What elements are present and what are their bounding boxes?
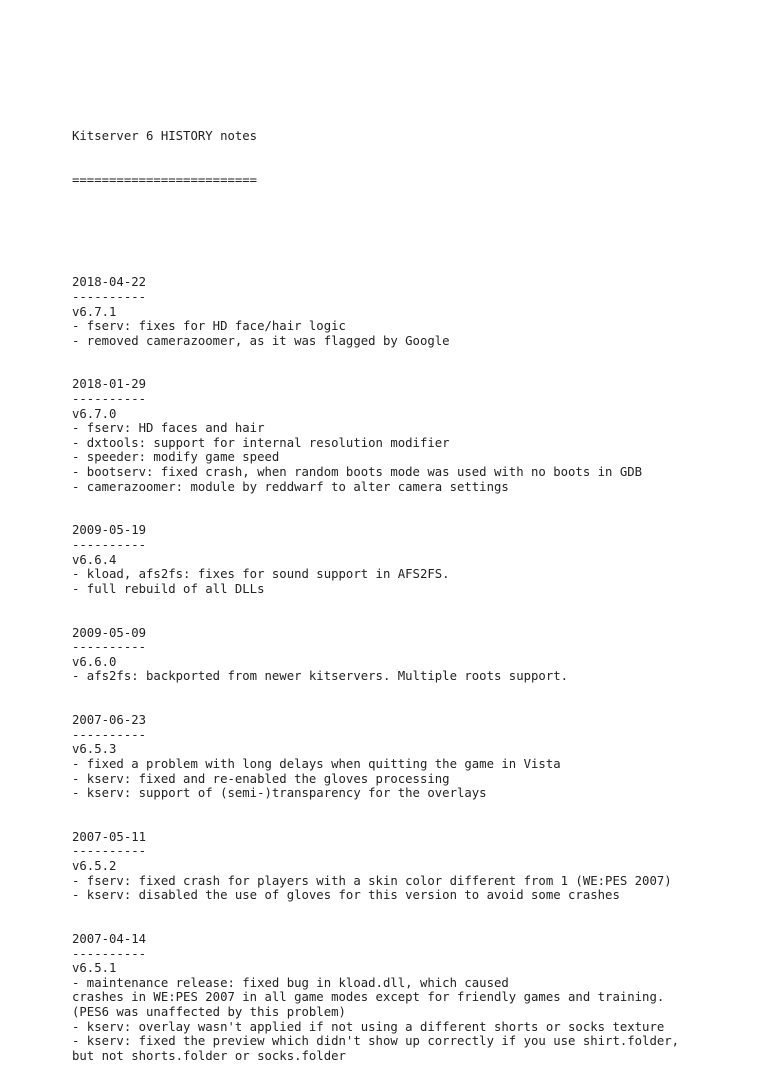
entry-version: v6.5.1	[72, 961, 117, 976]
entry-date: 2007-04-14	[72, 932, 147, 947]
title-block	[72, 100, 752, 217]
entry-separator: ----------	[72, 946, 147, 961]
change-line: - fixed a problem with long delays when quitting the game in Vista	[72, 756, 561, 771]
entry-version: v6.7.1	[72, 304, 117, 319]
history-document	[72, 71, 752, 1078]
history-entry	[72, 932, 752, 1063]
change-line: - kserv: fixed the preview which didn't show up correctly if you use shirt.folder,	[72, 1034, 680, 1049]
entry-version: v6.7.0	[72, 406, 117, 421]
change-line: - speeder: modify game speed	[72, 450, 280, 465]
change-line: - full rebuild of all DLLs	[72, 581, 265, 596]
entry-separator: ----------	[72, 727, 147, 742]
entry-version: v6.6.0	[72, 654, 117, 669]
change-line: - dxtools: support for internal resolution modifier	[72, 435, 450, 450]
history-entry	[72, 713, 752, 801]
entry-version: v6.5.2	[72, 859, 117, 874]
change-line: - kserv: overlay wasn't applied if not using a different shorts or socks texture	[72, 1019, 665, 1034]
history-entry	[72, 275, 752, 348]
change-line: - kload, afs2fs: fixes for sound support in AFS2FS.	[72, 567, 450, 582]
title-underline: =========================	[72, 173, 258, 188]
change-line: - removed camerazoomer, as it was flagged by Google	[72, 333, 450, 348]
change-line: but not shorts.folder or socks.folder	[72, 1048, 346, 1063]
entry-separator: ----------	[72, 392, 147, 407]
entry-date: 2009-05-09	[72, 625, 147, 640]
change-line: - kserv: disabled the use of gloves for this version to avoid some crashes	[72, 888, 620, 903]
entry-separator: ----------	[72, 538, 147, 552]
entry-date: 2007-06-23	[72, 713, 147, 728]
change-line: - fserv: HD faces and hair	[72, 421, 265, 436]
change-line: - afs2fs: backported from newer kitservers. Multiple roots support.	[72, 669, 569, 684]
change-line: - kserv: support of (semi-)transparency for the overlays	[72, 786, 487, 801]
change-line: - kserv: fixed and re-enabled the gloves processing	[72, 771, 450, 786]
entry-date: 2009-05-19	[72, 523, 147, 538]
entry-separator: ----------	[72, 640, 147, 655]
change-line: - fserv: fixed crash for players with a skin color different from 1 (WE:PES 2007)	[72, 873, 672, 888]
change-line: - maintenance release: fixed bug in kload.dll, which caused	[72, 975, 509, 990]
entry-separator: ----------	[72, 289, 147, 304]
history-entry	[72, 626, 752, 684]
entry-date: 2007-05-11	[72, 829, 147, 844]
entry-version: v6.5.3	[72, 742, 117, 757]
change-line: crashes in WE:PES 2007 in all game modes except for friendly games and training.	[72, 990, 665, 1005]
history-entry	[72, 830, 752, 903]
entry-date: 2018-04-22	[72, 275, 147, 290]
history-entry	[72, 377, 752, 494]
entry-date: 2018-01-29	[72, 377, 147, 392]
history-entry	[72, 523, 752, 596]
change-line: - camerazoomer: module by reddwarf to alter camera settings	[72, 479, 509, 494]
entry-version: v6.6.4	[72, 552, 117, 567]
document-title: Kitserver 6 HISTORY notes	[72, 129, 258, 144]
change-line: (PES6 was unaffected by this problem)	[72, 1005, 346, 1019]
history-entries	[72, 275, 752, 1063]
change-line: - bootserv: fixed crash, when random boots mode was used with no boots in GDB	[72, 465, 643, 480]
entry-separator: ----------	[72, 844, 147, 859]
change-line: - fserv: fixes for HD face/hair logic	[72, 319, 346, 334]
